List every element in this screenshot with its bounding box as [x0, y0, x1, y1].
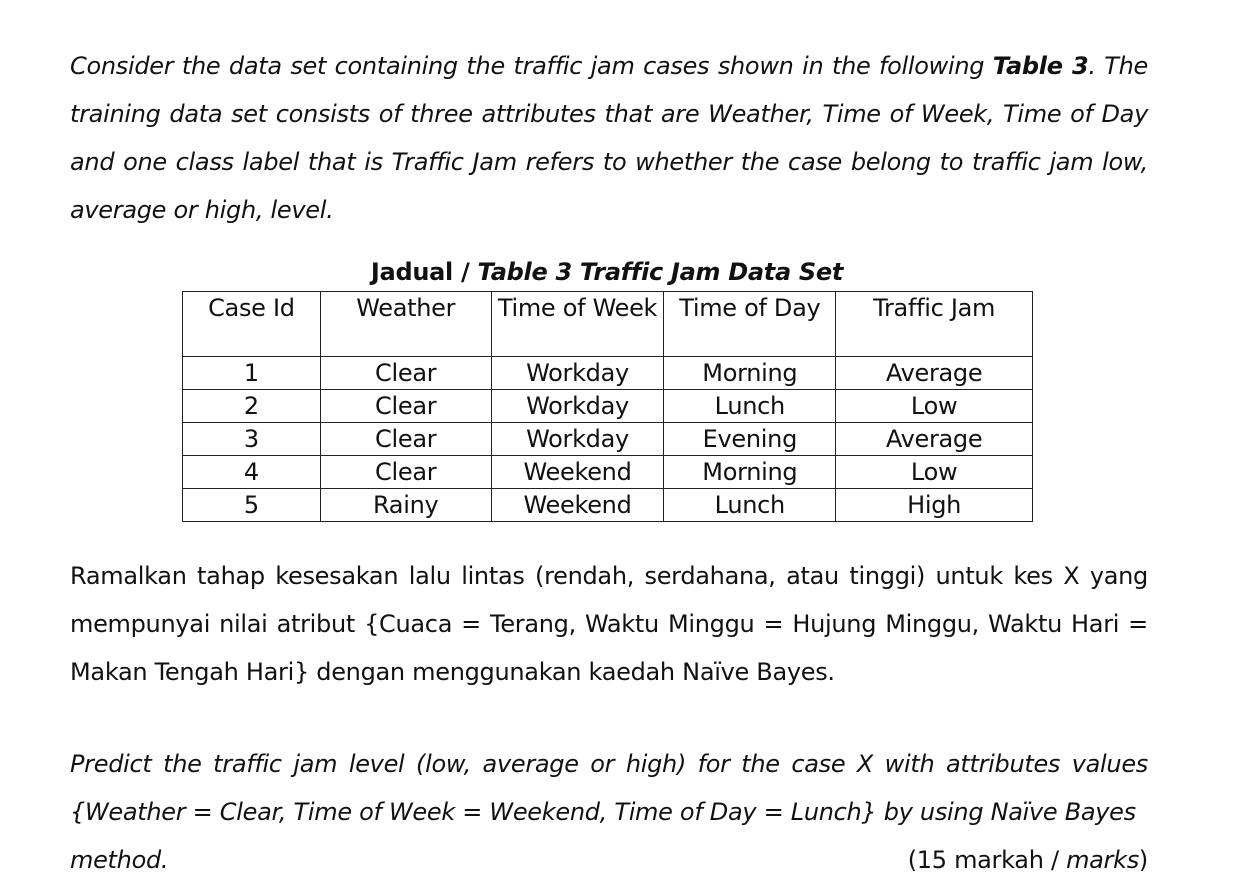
header-time-of-day: Time of Day	[664, 292, 836, 357]
question-last-line	[70, 836, 1148, 884]
cell-time-of-day: Lunch	[664, 390, 836, 423]
question-english-last-word: method.	[70, 846, 169, 874]
table-row	[183, 390, 1033, 423]
table-row	[183, 456, 1033, 489]
intro-text-before: Consider the data set containing the traffic jam cases shown in the following	[70, 52, 993, 80]
table-row	[183, 423, 1033, 456]
cell-weather: Clear	[320, 390, 491, 423]
cell-time-of-week: Weekend	[491, 489, 664, 522]
cell-case-id: 3	[183, 423, 321, 456]
traffic-jam-table	[182, 291, 1033, 522]
marks-prefix: (15 markah /	[907, 846, 1067, 874]
cell-time-of-day: Evening	[664, 423, 836, 456]
marks-label	[908, 836, 1148, 884]
cell-time-of-week: Workday	[491, 357, 664, 390]
cell-weather: Clear	[320, 357, 491, 390]
cell-case-id: 4	[183, 456, 321, 489]
cell-weather: Clear	[320, 423, 491, 456]
header-case-id: Case Id	[183, 292, 321, 357]
table-row	[183, 357, 1033, 390]
marks-suffix: )	[1138, 846, 1148, 874]
cell-traffic-jam: Average	[836, 423, 1033, 456]
cell-traffic-jam: Average	[836, 357, 1033, 390]
marks-italic: marks	[1066, 846, 1139, 874]
table-caption-malay: Jadual /	[370, 258, 478, 286]
cell-traffic-jam: High	[836, 489, 1033, 522]
table-header-row	[183, 292, 1033, 357]
intro-table-reference: Table 3	[992, 52, 1089, 80]
table-caption-english: Table 3 Traffic Jam Data Set	[477, 258, 844, 286]
intro-paragraph	[70, 42, 1148, 234]
cell-weather: Rainy	[320, 489, 491, 522]
cell-time-of-week: Workday	[491, 423, 664, 456]
cell-time-of-day: Morning	[664, 456, 836, 489]
intro-text-after: . The training data set consists of three attributes that are Weather, Time of Week, Time of Day and one class label that is Traffic Jam refers to whether the case belong to traffic jam low, average or high, level.	[70, 52, 1148, 224]
cell-time-of-day: Morning	[664, 357, 836, 390]
header-time-of-week: Time of Week	[491, 292, 664, 357]
cell-traffic-jam: Low	[836, 456, 1033, 489]
header-traffic-jam: Traffic Jam	[836, 292, 1033, 357]
cell-traffic-jam: Low	[836, 390, 1033, 423]
cell-case-id: 2	[183, 390, 321, 423]
cell-time-of-day: Lunch	[664, 489, 836, 522]
question-english-text: Predict the traffic jam level (low, average or high) for the case X with attributes values {Weather = Clear, Time of Week = Weekend, Time of Day = Lunch} by using Naïve Bayes	[70, 750, 1148, 826]
table-row	[183, 489, 1033, 522]
cell-case-id: 5	[183, 489, 321, 522]
cell-case-id: 1	[183, 357, 321, 390]
cell-weather: Clear	[320, 456, 491, 489]
cell-time-of-week: Weekend	[491, 456, 664, 489]
question-english	[70, 740, 1148, 884]
header-weather: Weather	[320, 292, 491, 357]
question-malay: Ramalkan tahap kesesakan lalu lintas (rendah, serdahana, atau tinggi) untuk kes X yang mempunyai nilai atribut {Cuaca = Terang, Waktu Minggu = Hujung Minggu, Waktu Hari = Makan Tengah Hari} dengan menggunakan kaedah Naïve Bayes.	[70, 562, 1148, 686]
cell-time-of-week: Workday	[491, 390, 664, 423]
table-caption	[182, 258, 1032, 286]
